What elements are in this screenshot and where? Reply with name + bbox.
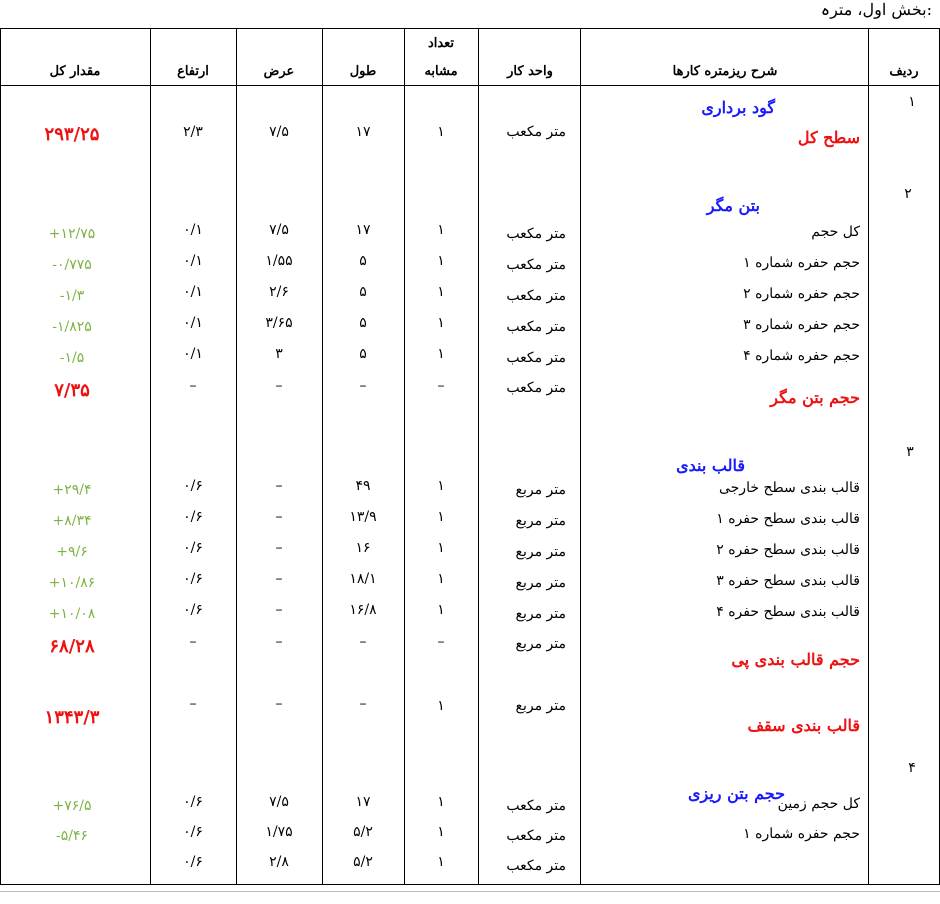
table-caption: بخش اول، مترہ: xyxy=(820,0,932,19)
length-cell: ۱۸/۱ xyxy=(349,571,377,587)
length-cell: ۱۳/۹ xyxy=(349,509,377,525)
length-cell: ۴۹ xyxy=(355,478,371,494)
col-border xyxy=(580,28,581,884)
height-cell: ۰/۶ xyxy=(183,794,203,810)
row-index: ۴ xyxy=(908,760,916,776)
height-cell: ۰/۱ xyxy=(183,346,203,362)
height-cell: ۰/۱ xyxy=(183,315,203,331)
header-count-top: تعداد xyxy=(427,36,455,51)
dash-cell: – xyxy=(189,696,197,712)
unit-cell: متر مربع xyxy=(515,544,566,560)
unit-cell: متر مکعب xyxy=(506,288,566,304)
item-description: حجم حفره شماره ۲ xyxy=(743,286,860,302)
count-cell: ۱ xyxy=(437,124,445,140)
height-cell: ۲/۳ xyxy=(183,124,203,140)
unit-cell: متر مکعب xyxy=(506,257,566,273)
item-description: قالب بندی سطح حفره ۳ xyxy=(716,573,860,589)
length-cell: ۱۷ xyxy=(355,222,371,238)
length-cell: ۱۷ xyxy=(355,794,371,810)
header-total: مقدار کل xyxy=(49,64,101,79)
header-row-index: ردیف xyxy=(889,64,919,79)
section-subtitle: سطح کل xyxy=(797,128,860,147)
length-cell: ۵ xyxy=(359,253,367,269)
width-cell: ۱/۵۵ xyxy=(265,253,293,269)
length-cell: ۱۶/۸ xyxy=(349,602,377,618)
width-cell: ۲/۸ xyxy=(269,854,289,870)
height-cell: ۰/۱ xyxy=(183,222,203,238)
length-cell: ۱۷ xyxy=(355,124,371,140)
section-sum-label: حجم بتن مگر xyxy=(770,388,860,407)
height-cell: ۰/۶ xyxy=(183,571,203,587)
unit-cell: متر مربع xyxy=(515,575,566,591)
width-cell: ۲/۶ xyxy=(269,284,289,300)
dash-cell: – xyxy=(437,378,445,394)
total-cell: +۱۰/۸۶ xyxy=(48,575,96,591)
dash-cell: – xyxy=(359,696,367,712)
total-cell: ۷/۳۵ xyxy=(54,380,90,401)
item-description: حجم حفره شماره ۱ xyxy=(743,255,860,271)
item-description: کل حجم xyxy=(811,224,860,240)
height-cell: ۰/۱ xyxy=(183,253,203,269)
col-border xyxy=(868,28,869,884)
col-border xyxy=(322,28,323,884)
height-cell: ۰/۶ xyxy=(183,854,203,870)
header-length: طول xyxy=(349,64,377,79)
unit-cell: متر مکعب xyxy=(506,319,566,335)
height-cell: ۰/۶ xyxy=(183,540,203,556)
dash-cell: – xyxy=(275,634,283,650)
item-description: حجم حفره شماره ۱ xyxy=(743,826,860,842)
section-title: بتن مگر xyxy=(706,196,760,215)
page-divider xyxy=(0,891,940,892)
item-description: حجم حفره شماره ۳ xyxy=(743,317,860,333)
unit-cell: متر مکعب xyxy=(506,828,566,844)
count-cell: ۱ xyxy=(437,824,445,840)
count-cell: ۱ xyxy=(437,253,445,269)
item-description: حجم حفره شماره ۴ xyxy=(743,348,860,364)
row-index: ۳ xyxy=(906,444,914,460)
item-description: قالب بندی سطح حفره ۱ xyxy=(716,511,860,527)
dash-cell: – xyxy=(437,634,445,650)
item-description: قالب بندی سطح حفره ۲ xyxy=(716,542,860,558)
col-border xyxy=(236,28,237,884)
table-bottom-border xyxy=(0,884,940,885)
unit-cell: متر مربع xyxy=(515,513,566,529)
item-description: قالب بندی سطح حفره ۴ xyxy=(716,604,860,620)
total-cell: -۱/۳ xyxy=(59,288,85,304)
count-cell: ۱ xyxy=(437,854,445,870)
unit-cell: متر مکعب xyxy=(506,350,566,366)
section-sum-label: حجم قالب بندی پی xyxy=(731,650,860,669)
count-cell: ۱ xyxy=(437,478,445,494)
total-cell: -۱/۸۲۵ xyxy=(52,319,92,335)
dash-cell: – xyxy=(189,378,197,394)
unit-cell: متر مربع xyxy=(515,482,566,498)
roof-label: قالب بندی سقف xyxy=(747,716,860,735)
section-title: گود برداری xyxy=(701,98,775,117)
total-cell: -۵/۴۶ xyxy=(55,828,88,844)
header-bottom-border xyxy=(0,85,940,86)
length-cell: ۵/۲ xyxy=(353,824,373,840)
unit-cell: متر مکعب xyxy=(506,380,566,396)
dash-cell: – xyxy=(275,696,283,712)
dash-cell: – xyxy=(359,378,367,394)
height-cell: ۰/۶ xyxy=(183,509,203,525)
total-cell: +۸/۳۴ xyxy=(52,513,92,529)
unit-cell: متر مکعب xyxy=(506,798,566,814)
total-cell: +۲۹/۴ xyxy=(52,482,92,498)
count-cell: ۱ xyxy=(437,602,445,618)
width-cell: ۳/۶۵ xyxy=(265,315,293,331)
length-cell: ۱۶ xyxy=(355,540,371,556)
unit-cell: متر مربع xyxy=(515,636,566,652)
width-cell: – xyxy=(275,571,283,587)
length-cell: ۵ xyxy=(359,315,367,331)
height-cell: ۰/۶ xyxy=(183,824,203,840)
height-cell: ۰/۱ xyxy=(183,284,203,300)
length-cell: ۵/۲ xyxy=(353,854,373,870)
width-cell: – xyxy=(275,478,283,494)
col-border xyxy=(404,28,405,884)
col-border xyxy=(0,28,1,884)
item-description: قالب بندی سطح خارجی xyxy=(718,480,860,496)
header-width: عرض xyxy=(263,64,295,79)
unit-cell: متر مکعب xyxy=(506,226,566,242)
width-cell: ۱/۷۵ xyxy=(265,824,293,840)
total-cell: -۱/۵ xyxy=(59,350,85,366)
width-cell: ۷/۵ xyxy=(269,794,289,810)
dash-cell: – xyxy=(359,634,367,650)
width-cell: ۷/۵ xyxy=(269,222,289,238)
unit-cell: متر مکعب xyxy=(506,124,566,140)
row-index: ۱ xyxy=(908,94,916,110)
total-cell: +۷۶/۵ xyxy=(52,798,92,814)
width-cell: – xyxy=(275,540,283,556)
row-index: ۲ xyxy=(904,186,912,202)
col-border xyxy=(478,28,479,884)
total-cell: +۱۲/۷۵ xyxy=(48,226,96,242)
count-cell: ۱ xyxy=(437,284,445,300)
section-title: حجم بتن ریزی xyxy=(688,784,785,803)
count-cell: ۱ xyxy=(437,571,445,587)
total-cell: -۰/۷۷۵ xyxy=(52,257,92,273)
unit-cell: متر مربع xyxy=(515,698,566,714)
count-cell: ۱ xyxy=(437,698,445,714)
header-count-bottom: مشابه xyxy=(424,64,458,79)
unit-cell: متر مربع xyxy=(515,606,566,622)
total-cell: ۲۹۳/۲۵ xyxy=(44,124,100,145)
col-border xyxy=(150,28,151,884)
count-cell: ۱ xyxy=(437,509,445,525)
count-cell: ۱ xyxy=(437,315,445,331)
count-cell: ۱ xyxy=(437,794,445,810)
count-cell: ۱ xyxy=(437,346,445,362)
height-cell: ۰/۶ xyxy=(183,602,203,618)
width-cell: ۳ xyxy=(275,346,283,362)
unit-cell: متر مکعب xyxy=(506,858,566,874)
total-cell: +۱۰/۰۸ xyxy=(48,606,96,622)
count-cell: ۱ xyxy=(437,540,445,556)
section-title: قالب بندی xyxy=(676,456,745,475)
header-height: ارتفاع xyxy=(177,64,209,79)
dash-cell: – xyxy=(275,378,283,394)
count-cell: ۱ xyxy=(437,222,445,238)
width-cell: – xyxy=(275,509,283,525)
height-cell: ۰/۶ xyxy=(183,478,203,494)
length-cell: ۵ xyxy=(359,346,367,362)
header-description: شرح ریزمتره کارها xyxy=(672,64,778,79)
header-unit: واحد کار xyxy=(507,64,553,79)
length-cell: ۵ xyxy=(359,284,367,300)
item-description: کل حجم زمین xyxy=(777,796,860,812)
width-cell: ۷/۵ xyxy=(269,124,289,140)
width-cell: – xyxy=(275,602,283,618)
total-cell: ۶۸/۲۸ xyxy=(49,636,95,657)
dash-cell: – xyxy=(189,634,197,650)
table-top-border xyxy=(0,28,940,29)
total-cell: +۹/۶ xyxy=(56,544,88,560)
total-cell: ۱۳۴۳/۳ xyxy=(44,707,100,728)
